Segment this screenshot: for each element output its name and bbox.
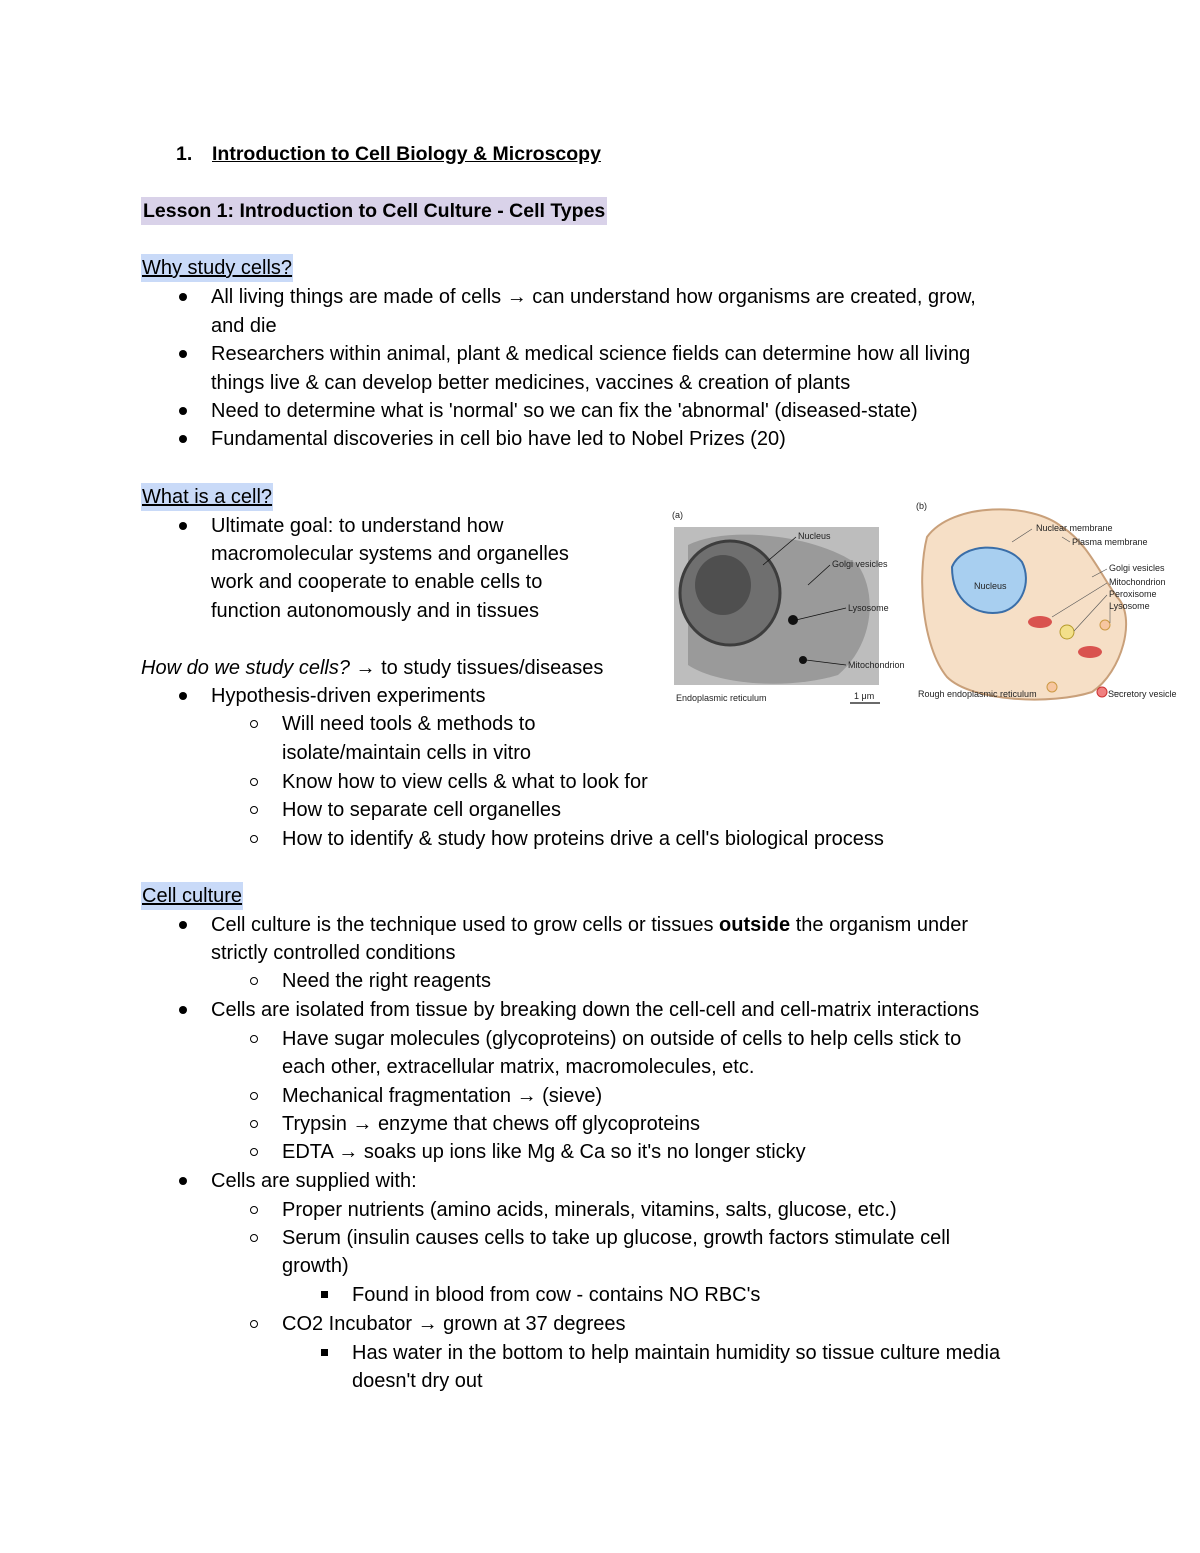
sub-list-item: Need the right reagents	[282, 970, 492, 992]
bullet-icon	[179, 350, 187, 358]
sub-list-item: Will need tools & methods to	[282, 713, 536, 735]
lysosome-shape	[1100, 620, 1110, 630]
vesicle-shape	[1047, 682, 1057, 692]
sub-list-item: Trypsin → enzyme that chews off glycoproteins	[282, 1113, 700, 1135]
section-number: 1.	[176, 143, 193, 165]
mitochondrion-shape	[1028, 616, 1052, 628]
sub-list-item: How to separate cell organelles	[282, 799, 562, 821]
bullet-icon	[179, 407, 187, 415]
bullet-icon	[179, 1006, 187, 1014]
square-bullet-icon	[321, 1291, 328, 1298]
label-mitochondrion: Mitochondrion	[848, 660, 905, 670]
sub-bullet-icon	[250, 806, 258, 814]
definition-text: Cell culture is the technique used to grow cells or tissues	[211, 914, 720, 936]
label-scale: 1 μm	[854, 691, 875, 701]
sub-bullet-icon	[250, 1120, 258, 1128]
label-golgi-vesicles: Golgi vesicles	[1109, 563, 1165, 573]
peroxisome-shape	[1060, 625, 1074, 639]
label-nucleus: Nucleus	[974, 581, 1007, 591]
sub-list-item: CO2 Incubator → grown at 37 degrees	[282, 1313, 626, 1335]
sub-sub-list-item-continuation: doesn't dry out	[352, 1370, 483, 1392]
definition-text-end: the organism under	[790, 914, 969, 936]
section-heading	[176, 140, 601, 168]
chromatin-shape	[695, 555, 751, 615]
sub-bullet-icon	[250, 1035, 258, 1043]
label-mitochondrion: Mitochondrion	[1109, 577, 1166, 587]
cell-culture-heading: Cell culture	[141, 882, 243, 910]
figure-panel-label: (a)	[672, 510, 683, 520]
label-secretory-vesicle: Secretory vesicle	[1108, 689, 1177, 699]
list-item: Cells are supplied with:	[211, 1170, 417, 1192]
sub-bullet-icon	[250, 977, 258, 985]
sub-bullet-icon	[250, 720, 258, 728]
list-item-continuation: and die	[211, 315, 277, 337]
list-item-continuation: things live & can develop better medicines, vaccines & creation of plants	[211, 372, 851, 394]
sub-bullet-icon	[250, 1234, 258, 1242]
how-study-answer: → to study tissues/diseases	[349, 657, 604, 679]
list-item: Hypothesis-driven experiments	[211, 685, 486, 707]
label-rough-er: Rough endoplasmic reticulum	[918, 689, 1037, 699]
sub-list-item: Mechanical fragmentation → (sieve)	[282, 1085, 603, 1107]
label-nucleus: Nucleus	[798, 531, 831, 541]
list-item: Researchers within animal, plant & medical science fields can determine how all living	[211, 343, 971, 365]
sub-bullet-icon	[250, 778, 258, 786]
sub-list-item-continuation: isolate/maintain cells in vitro	[282, 742, 531, 764]
list-item-continuation: function autonomously and in tissues	[211, 600, 539, 622]
how-study-question: How do we study cells?	[141, 657, 350, 679]
figure-panel-label: (b)	[916, 501, 927, 511]
sub-list-item-continuation: growth)	[282, 1255, 349, 1277]
label-lysosome: Lysosome	[1109, 601, 1150, 611]
bullet-icon	[179, 435, 187, 443]
bullet-icon	[179, 921, 187, 929]
sub-sub-list-item: Has water in the bottom to help maintain humidity so tissue culture media	[352, 1342, 1001, 1364]
bullet-icon	[179, 692, 187, 700]
electron-micrograph-figure	[668, 505, 918, 710]
label-golgi-vesicles: Golgi vesicles	[832, 559, 888, 569]
how-study-line	[141, 654, 603, 682]
sub-bullet-icon	[250, 1320, 258, 1328]
section-title: Introduction to Cell Biology & Microscopy	[212, 143, 601, 165]
sub-list-item: Proper nutrients (amino acids, minerals, vitamins, salts, glucose, etc.)	[282, 1199, 897, 1221]
list-item-continuation: strictly controlled conditions	[211, 942, 456, 964]
list-item	[211, 911, 968, 939]
list-item: Cells are isolated from tissue by breaking down the cell-cell and cell-matrix interactions	[211, 999, 980, 1021]
sub-bullet-icon	[250, 1148, 258, 1156]
sub-list-item: Serum (insulin causes cells to take up glucose, growth factors stimulate cell	[282, 1227, 951, 1249]
cell-diagram-figure	[912, 497, 1178, 710]
label-endoplasmic-reticulum: Endoplasmic reticulum	[676, 693, 767, 703]
list-item: Fundamental discoveries in cell bio have led to Nobel Prizes (20)	[211, 428, 786, 450]
bullet-icon	[179, 522, 187, 530]
secretory-vesicle-shape	[1097, 687, 1107, 697]
list-item-continuation: macromolecular systems and organelles	[211, 543, 569, 565]
sub-list-item-continuation: each other, extracellular matrix, macromolecules, etc.	[282, 1056, 755, 1078]
mitochondrion-dot	[799, 656, 807, 664]
sub-list-item: Have sugar molecules (glycoproteins) on outside of cells to help cells stick to	[282, 1028, 962, 1050]
lesson-title: Lesson 1: Introduction to Cell Culture - Cell Types	[141, 197, 607, 225]
sub-bullet-icon	[250, 1092, 258, 1100]
sub-list-item: Know how to view cells & what to look for	[282, 771, 648, 793]
list-item-continuation: work and cooperate to enable cells to	[211, 571, 543, 593]
bullet-icon	[179, 1177, 187, 1185]
sub-sub-list-item: Found in blood from cow - contains NO RBC's	[352, 1284, 761, 1306]
label-lysosome: Lysosome	[848, 603, 889, 613]
sub-list-item: EDTA → soaks up ions like Mg & Ca so it's no longer sticky	[282, 1141, 806, 1163]
what-is-a-cell-heading: What is a cell?	[141, 483, 273, 511]
list-item: Ultimate goal: to understand how	[211, 515, 504, 537]
emphasis-text: outside	[719, 914, 791, 936]
sub-list-item: How to identify & study how proteins drive a cell's biological process	[282, 828, 884, 850]
label-plasma-membrane: Plasma membrane	[1072, 537, 1148, 547]
sub-bullet-icon	[250, 1206, 258, 1214]
why-study-cells-heading: Why study cells?	[141, 254, 293, 282]
list-item: Need to determine what is 'normal' so we can fix the 'abnormal' (diseased-state)	[211, 400, 918, 422]
mitochondrion-shape	[1078, 646, 1102, 658]
label-peroxisome: Peroxisome	[1109, 589, 1157, 599]
list-item: All living things are made of cells → can understand how organisms are created, grow,	[211, 286, 976, 308]
label-nuclear-membrane: Nuclear membrane	[1036, 523, 1113, 533]
sub-bullet-icon	[250, 835, 258, 843]
square-bullet-icon	[321, 1349, 328, 1356]
bullet-icon	[179, 293, 187, 301]
